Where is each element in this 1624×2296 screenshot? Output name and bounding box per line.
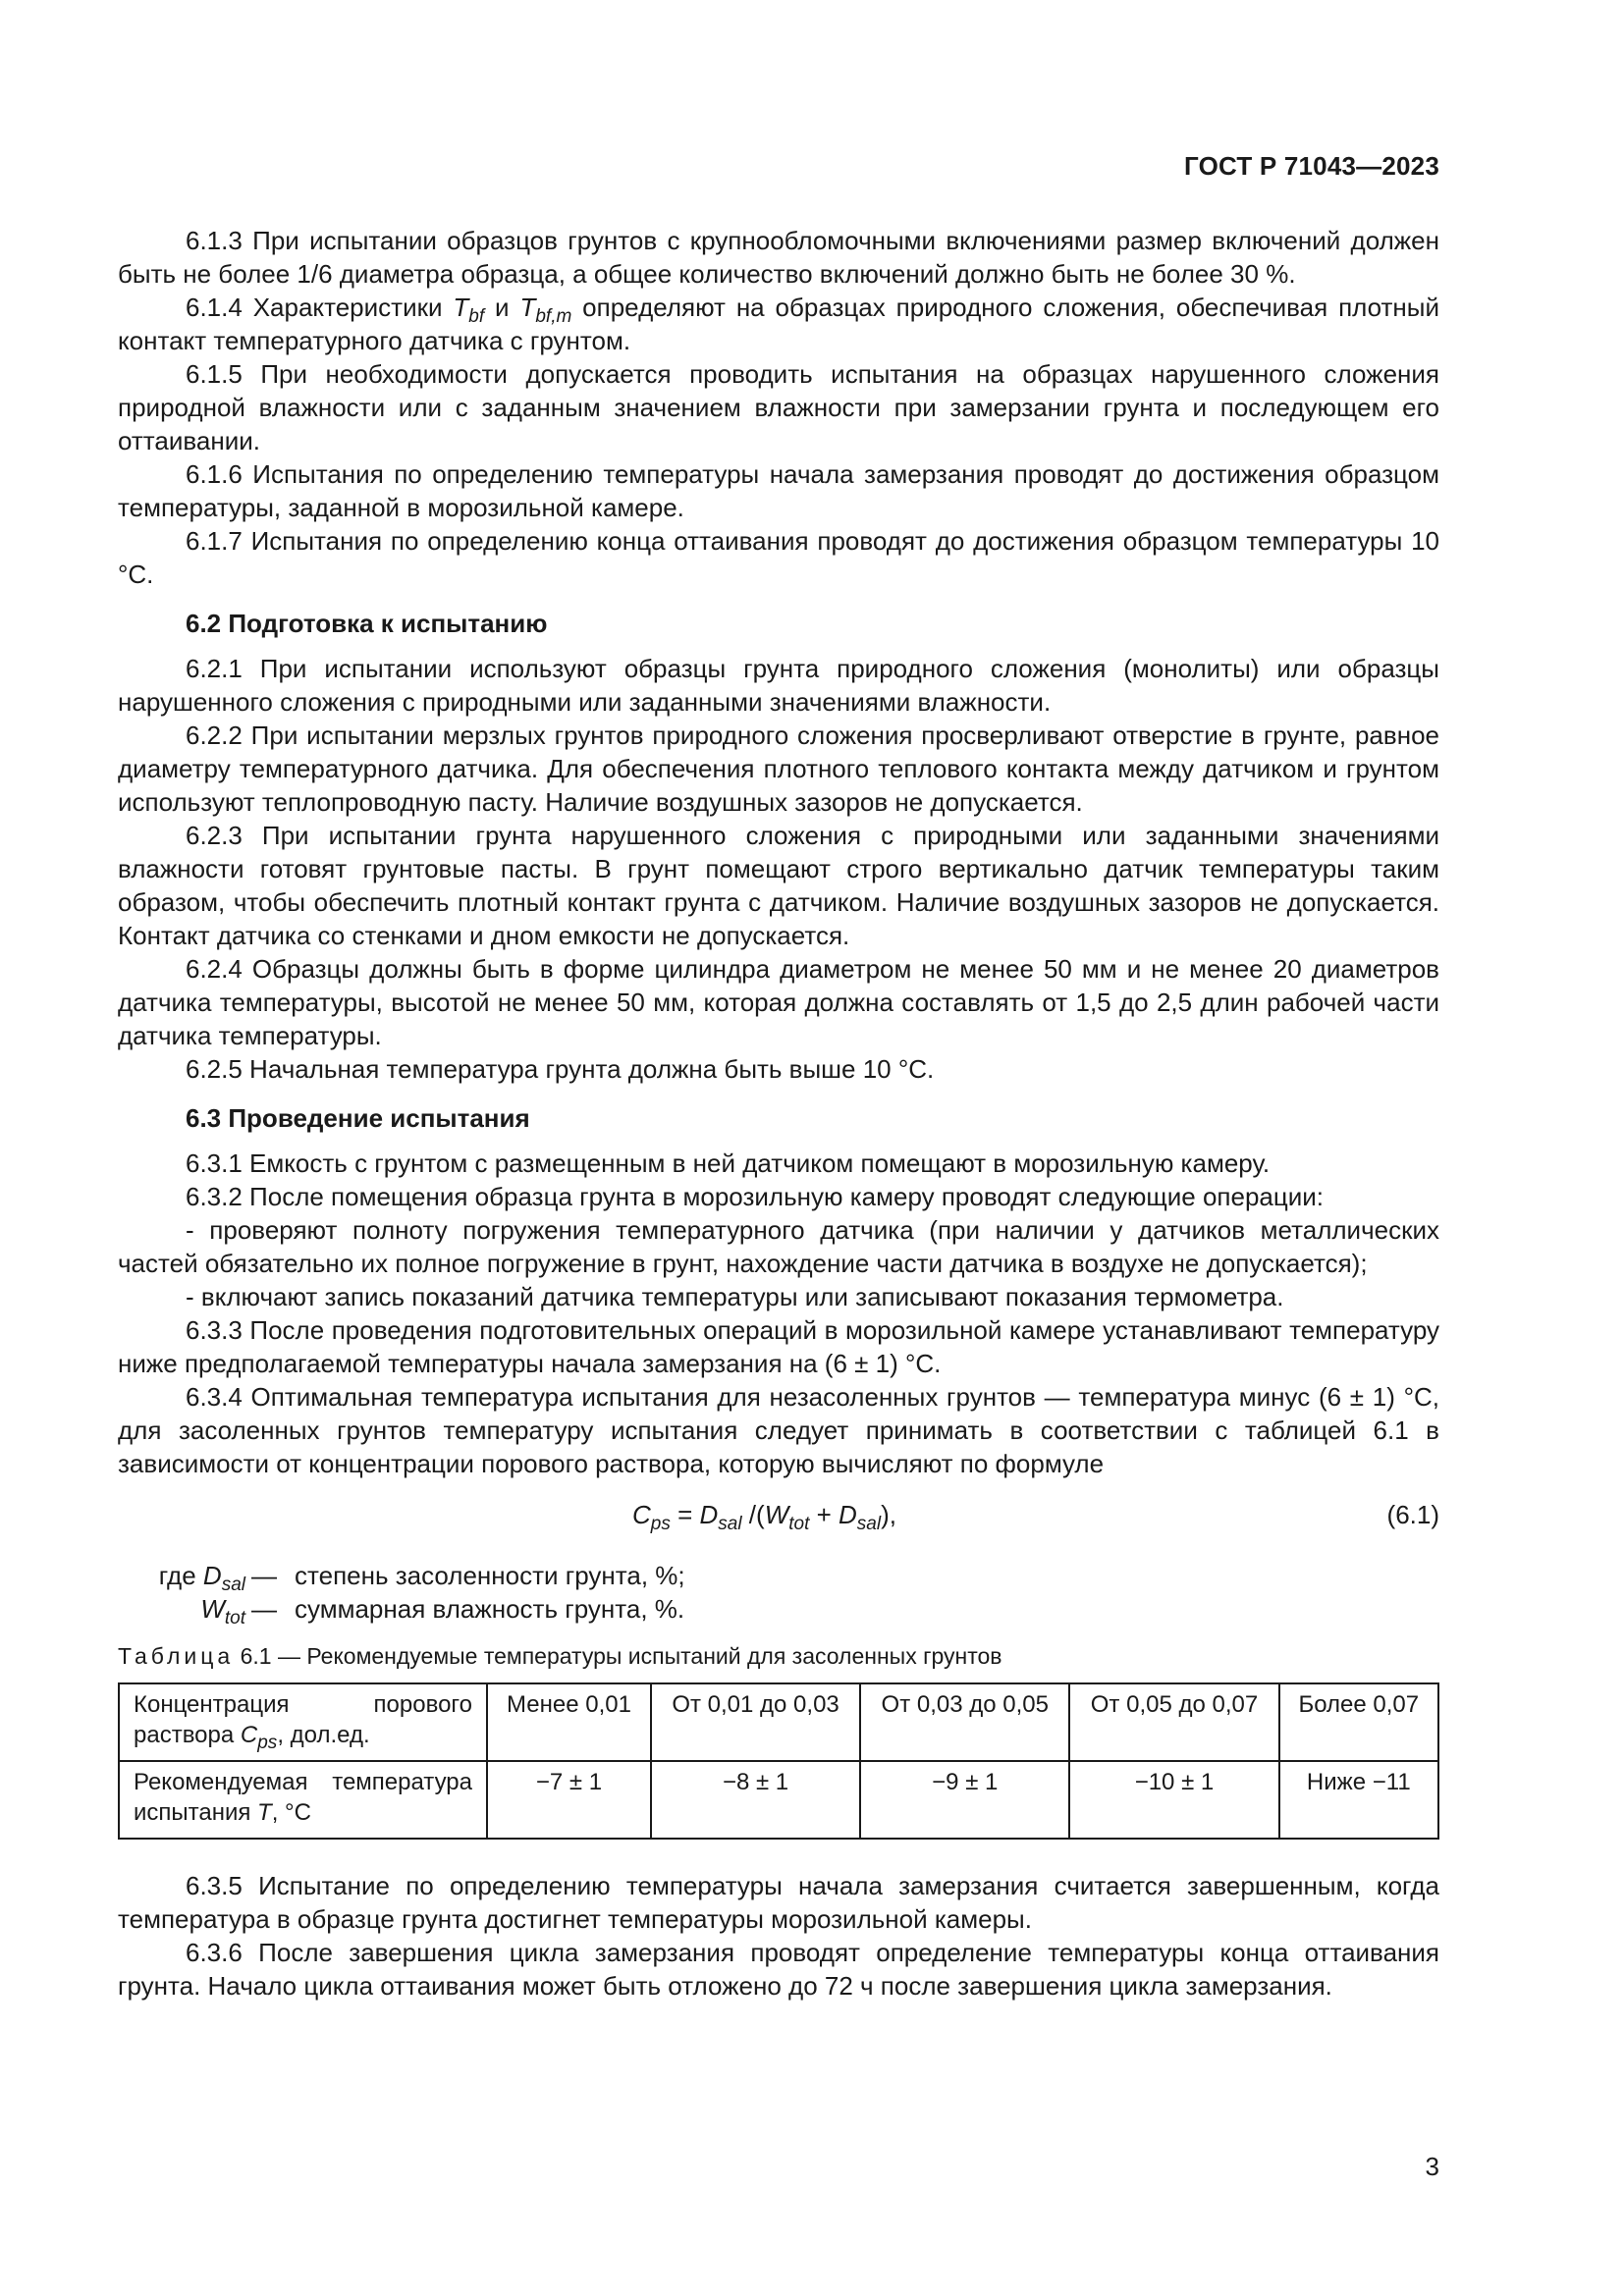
table-row — [119, 1683, 1438, 1761]
standard-number: ГОСТ Р 71043—2023 — [1184, 151, 1439, 181]
table-6-1 — [118, 1682, 1439, 1840]
paragraph-6-3-4: 6.3.4 Оптимальная температура испытания для незасоленных грунтов — температура минус (6 ± 1) °С, для засоленных грунтов температуру испытания следует принимать в соответствии с таблицей 6.1 в зависимости от концентрации порового раствора, которую вычисляют по формуле — [118, 1382, 1439, 1478]
table-cell: −10 ± 1 — [1069, 1761, 1278, 1839]
legend-text: степень засоленности грунта, %; — [295, 1561, 685, 1590]
table-caption: Таблица 6.1 — Рекомендуемые температуры испытаний для засоленных грунтов — [118, 1643, 1002, 1669]
table-cell: −7 ± 1 — [487, 1761, 651, 1839]
page-content — [118, 224, 1439, 2002]
list-item-operation-1: - проверяют полноту погружения температурного датчика (при наличии у датчиков металлических частей обязательно их полное погружение в грунт, нахождение части датчика в воздухе не допускается); — [118, 1215, 1439, 1278]
paragraph-6-1-7: 6.1.7 Испытания по определению конца оттаивания проводят до достижения образцом температуры 10 °С. — [118, 526, 1439, 589]
paragraph-6-1-4: 6.1.4 Характеристики $T_{bf}$ и $T_{bf,m}$ определяют на образцах природного сложения, обеспечивая плотный контакт температурного датчика с грунтом. — [118, 293, 1439, 355]
paragraph-6-2-2: 6.2.2 При испытании мерзлых грунтов природного сложения просверливают отверстие в грунте, равное диаметру температурного датчика. Для обеспечения плотного теплового контакта между датчиком и грунтом используют теплопроводную пасту. Наличие воздушных зазоров не допускается. — [118, 721, 1439, 817]
table-cell: От 0,03 до 0,05 — [860, 1683, 1069, 1761]
table-cell: От 0,01 до 0,03 — [651, 1683, 860, 1761]
paragraph-6-2-4: 6.2.4 Образцы должны быть в форме цилиндра диаметром не менее 50 мм и не менее 20 диаметров датчика температуры, высотой не менее 50 мм, которая должна составлять от 1,5 до 2,5 длин рабочей части датчика температуры. — [118, 954, 1439, 1050]
table-row — [119, 1761, 1438, 1839]
legend-text: суммарная влажность грунта, %. — [295, 1594, 685, 1624]
section-heading-6-2: 6.2 Подготовка к испытанию — [186, 609, 548, 638]
paragraph-6-1-5: 6.1.5 При необходимости допускается проводить испытания на образцах нарушенного сложения природной влажности или с заданным значением влажности при замерзании грунта и последующем его оттаивании. — [118, 359, 1439, 455]
formula-number: (6.1) — [1386, 1500, 1439, 1529]
page-number: 3 — [1425, 2152, 1439, 2181]
paragraph-6-3-2: 6.3.2 После помещения образца грунта в морозильную камеру проводят следующие операции: — [186, 1182, 1325, 1211]
paragraph-6-3-1: 6.3.1 Емкость с грунтом с размещенным в ней датчиком помещают в морозильную камеру. — [186, 1148, 1271, 1178]
paragraph-6-1-6: 6.1.6 Испытания по определению температуры начала замерзания проводят до достижения образцом температуры, заданной в морозильной камере. — [118, 459, 1439, 522]
table-cell: −9 ± 1 — [860, 1761, 1069, 1839]
legend-dash: — — [251, 1561, 277, 1590]
table-row-label: Концентрация порового раствора $C_{ps}$, дол.ед. — [119, 1683, 487, 1761]
table-row-label: Рекомендуемая температура испытания T, °С — [119, 1761, 487, 1839]
table-cell: Менее 0,01 — [487, 1683, 651, 1761]
section-heading-6-3: 6.3 Проведение испытания — [186, 1103, 530, 1133]
legend-symbol-w-tot: $W_{tot}$ — [200, 1594, 245, 1629]
table-cell: −8 ± 1 — [651, 1761, 860, 1839]
paragraph-6-2-1: 6.2.1 При испытании используют образцы грунта природного сложения (монолиты) или образцы нарушенного сложения с природными или заданными значениями влажности. — [118, 654, 1439, 717]
paragraph-6-2-5: 6.2.5 Начальная температура грунта должна быть выше 10 °С. — [186, 1054, 935, 1084]
formula-legend — [118, 1559, 1439, 1629]
legend-dash: — — [251, 1594, 277, 1624]
paragraph-6-2-3: 6.2.3 При испытании грунта нарушенного сложения с природными или заданными значениями влажности готовят грунтовые пасты. В грунт помещают строго вертикально датчик температуры таким образом, чтобы обеспечить плотный контакт грунта с датчиком. Наличие воздушных зазоров не допускается. Контакт датчика со стенками и дном емкости не допускается. — [118, 821, 1439, 950]
paragraph-6-1-3: 6.1.3 При испытании образцов грунтов с крупнообломочными включениями размер включений должен быть не более 1/6 диаметра образца, а общее количество включений должно быть не более 30 %. — [118, 226, 1439, 289]
legend-symbol-d-sal: где $D_{sal}$ — [158, 1561, 245, 1595]
paragraph-6-3-5: 6.3.5 Испытание по определению температуры начала замерзания считается завершенным, когда температура в образце грунта достигнет температуры морозильной камеры. — [118, 1871, 1439, 1934]
paragraph-6-3-3: 6.3.3 После проведения подготовительных операций в морозильной камере устанавливают температуру ниже предполагаемой температуры начала замерзания на (6 ± 1) °С. — [118, 1315, 1439, 1378]
list-item-operation-2: - включают запись показаний датчика температуры или записывают показания термометра. — [186, 1282, 1284, 1311]
table-cell: От 0,05 до 0,07 — [1069, 1683, 1278, 1761]
table-cell: Ниже −11 — [1279, 1761, 1438, 1839]
table-cell: Более 0,07 — [1279, 1683, 1438, 1761]
paragraph-6-3-6: 6.3.6 После завершения цикла замерзания проводят определение температуры конца оттаивания грунта. Начало цикла оттаивания может быть отложено до 72 ч после завершения цикла замерзания. — [118, 1938, 1439, 2001]
formula-6-1 — [118, 1490, 1439, 1537]
formula-expression: $C_{ps} = D_{sal}$ $/(W_{tot} + D_{sal})$, — [632, 1500, 896, 1534]
